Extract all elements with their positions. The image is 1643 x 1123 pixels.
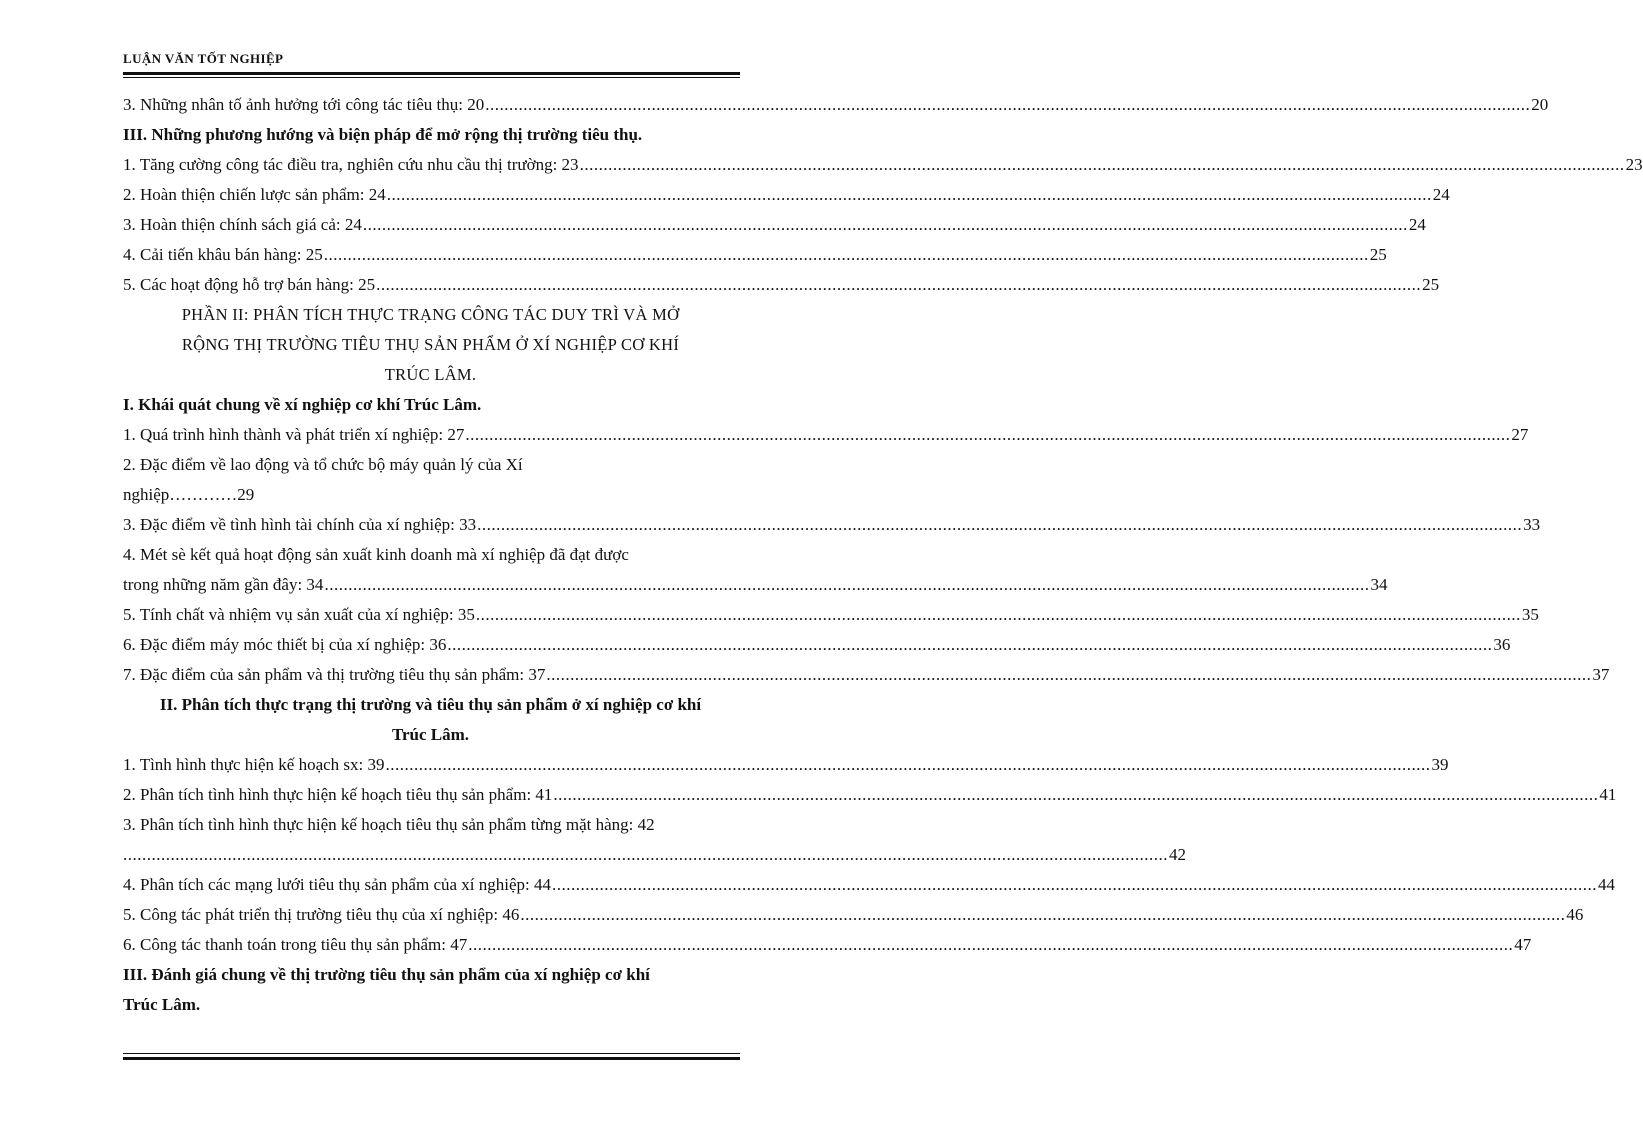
table-of-contents: [123, 90, 1643, 1020]
toc-entry[interactable]: 5. Tính chất và nhiệm vụ sản xuất của xí nghiệp: 35 ............................................................................................................................................................................................................................ 35: [123, 600, 738, 630]
toc-entry[interactable]: 1. Tình hình thực hiện kế hoạch sx: 39 ............................................................................................................................................................................................................................ 39: [123, 750, 738, 780]
leader-dots: ............................................................................................................................................................................................................................: [385, 755, 1431, 774]
part-title-line[interactable]: PHẦN II: PHÂN TÍCH THỰC TRẠNG CÔNG TÁC DUY TRÌ VÀ MỞ: [181, 305, 680, 324]
toc-entry[interactable]: 2. Phân tích tình hình thực hiện kế hoạch tiêu thụ sản phẩm: 41 ............................................................................................................................................................................................................................ 41: [123, 780, 738, 810]
toc-entry[interactable]: 3. Những nhân tố ảnh hưởng tới công tác tiêu thụ: 20 ............................................................................................................................................................................................................................ 20: [123, 90, 738, 120]
toc-entry[interactable]: 6. Đặc điểm máy móc thiết bị của xí nghiệp: 36 ............................................................................................................................................................................................................................ 36: [123, 630, 738, 660]
section-heading[interactable]: III. Những phương hướng và biện pháp để mở rộng thị trường tiêu thụ.: [123, 125, 643, 144]
header-rule-thin: [123, 77, 740, 78]
toc-entry-line[interactable]: 2. Đặc điểm về lao động và tổ chức bộ máy quản lý của Xí: [123, 455, 523, 474]
toc-entry[interactable]: 2. Hoàn thiện chiến lược sản phẩm: 24 ............................................................................................................................................................................................................................ 24: [123, 180, 738, 210]
part-title-line[interactable]: RỘNG THỊ TRƯỜNG TIÊU THỤ SẢN PHẨM Ở XÍ NGHIỆP CƠ KHÍ: [181, 335, 680, 354]
toc-entry[interactable]: 1. Tăng cường công tác điều tra, nghiên cứu nhu cầu thị trường: 23 ............................................................................................................................................................................................................................ 23: [123, 150, 738, 180]
toc-entry[interactable]: 3. Hoàn thiện chính sách giá cả: 24 ............................................................................................................................................................................................................................ 24: [123, 210, 738, 240]
toc-entry[interactable]: 7. Đặc điểm của sản phẩm và thị trường tiêu thụ sản phẩm: 37 ............................................................................................................................................................................................................................ 37: [123, 660, 738, 690]
toc-entry[interactable]: 4. Phân tích các mạng lưới tiêu thụ sản phẩm của xí nghiệp: 44 ............................................................................................................................................................................................................................ 44: [123, 870, 738, 900]
toc-entry[interactable]: ............................................................................................................................................................................................................................ 42: [123, 840, 738, 870]
leader-dots: ............................................................................................................................................................................................................................: [475, 605, 1521, 624]
leader-dots: ............................................................................................................................................................................................................................: [552, 875, 1597, 894]
section-heading[interactable]: Trúc Lâm.: [123, 995, 201, 1014]
toc-entry-line[interactable]: 3. Phân tích tình hình thực hiện kế hoạch tiêu thụ sản phẩm từng mặt hàng: 42: [123, 815, 655, 834]
footer-rule-thin: [123, 1053, 740, 1054]
leader-dots: ............................................................................................................................................................................................................................: [468, 935, 1514, 954]
leader-dots: ............................................................................................................................................................................................................................: [465, 425, 1511, 444]
leader-dots: ............................................................................................................................................................................................................................: [579, 155, 1625, 174]
section-heading[interactable]: III. Đánh giá chung về thị trường tiêu thụ sản phẩm của xí nghiệp cơ khí: [123, 965, 650, 984]
leader-dots: ............................................................................................................................................................................................................................: [376, 275, 1422, 294]
leader-dots: ............................................................................................................................................................................................................................: [546, 665, 1592, 684]
toc-entry[interactable]: trong những năm gần đây: 34 ............................................................................................................................................................................................................................ 34: [123, 570, 738, 600]
toc-entry[interactable]: 5. Các hoạt động hỗ trợ bán hàng: 25 ............................................................................................................................................................................................................................ 25: [123, 270, 738, 300]
header-rule-thick: [123, 72, 740, 75]
footer-rule-thick: [123, 1057, 740, 1060]
leader-dots: ............................................................................................................................................................................................................................: [553, 785, 1599, 804]
toc-entry-line[interactable]: nghiệp…………29: [123, 485, 255, 504]
leader-dots: ............................................................................................................................................................................................................................: [485, 95, 1531, 114]
leader-dots: ............................................................................................................................................................................................................................: [324, 575, 1370, 594]
toc-entry-line[interactable]: 4. Mét sè kết quả hoạt động sản xuất kinh doanh mà xí nghiệp đã đạt được: [123, 545, 629, 564]
toc-entry[interactable]: 4. Cải tiến khâu bán hàng: 25 ............................................................................................................................................................................................................................ 25: [123, 240, 738, 270]
section-heading[interactable]: Trúc Lâm.: [391, 725, 470, 744]
section-heading[interactable]: I. Khái quát chung về xí nghiệp cơ khí Trúc Lâm.: [123, 395, 482, 414]
toc-entry[interactable]: 5. Công tác phát triển thị trường tiêu thụ của xí nghiệp: 46 ............................................................................................................................................................................................................................ 46: [123, 900, 738, 930]
toc-entry[interactable]: 6. Công tác thanh toán trong tiêu thụ sản phẩm: 47 ............................................................................................................................................................................................................................ 47: [123, 930, 738, 960]
leader-dots: ............................................................................................................................................................................................................................: [323, 245, 1369, 264]
running-header: LUẬN VĂN TỐT NGHIỆP: [123, 51, 284, 66]
part-title-line[interactable]: TRÚC LÂM.: [384, 365, 477, 384]
toc-entry[interactable]: 1. Quá trình hình thành và phát triển xí nghiệp: 27 ............................................................................................................................................................................................................................ 27: [123, 420, 738, 450]
leader-dots: ............................................................................................................................................................................................................................: [447, 635, 1493, 654]
leader-dots: ............................................................................................................................................................................................................................: [477, 515, 1523, 534]
leader-dots: ............................................................................................................................................................................................................................: [123, 845, 1168, 864]
leader-dots: ............................................................................................................................................................................................................................: [520, 905, 1566, 924]
section-heading[interactable]: II. Phân tích thực trạng thị trường và tiêu thụ sản phẩm ở xí nghiệp cơ khí: [159, 695, 702, 714]
leader-dots: ............................................................................................................................................................................................................................: [362, 215, 1408, 234]
toc-entry[interactable]: 3. Đặc điểm về tình hình tài chính của xí nghiệp: 33 ............................................................................................................................................................................................................................ 33: [123, 510, 738, 540]
leader-dots: ............................................................................................................................................................................................................................: [386, 185, 1432, 204]
